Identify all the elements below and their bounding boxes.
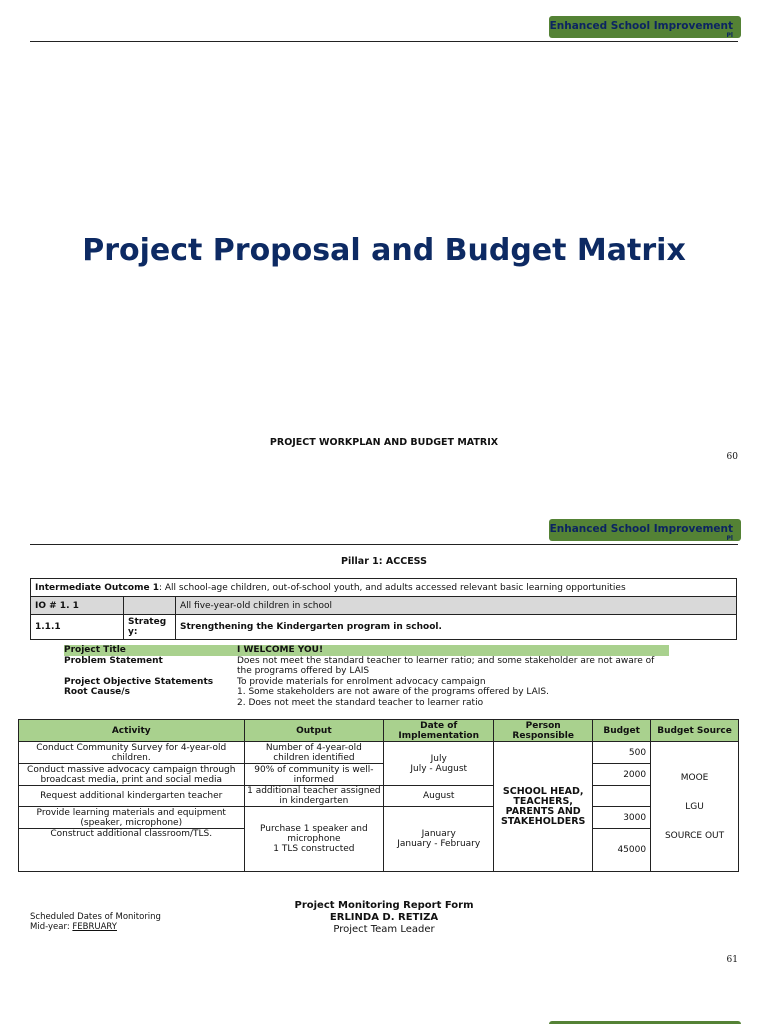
header-badge: Enhanced School Improvement Pl — [549, 16, 741, 38]
io-empty — [124, 597, 176, 615]
header-badge: Enhanced School Improvement Pl — [549, 519, 741, 541]
root-cause-row: 2. Does not meet the standard teacher to learner ratio — [237, 697, 484, 708]
strategy-text: Strengthening the Kindergarten program in school. — [176, 615, 737, 640]
strategy-label: Strateg y: — [124, 615, 176, 640]
table-row: Request additional kindergarten teacher 1 additional teacher assigned in kindergarten August — [19, 786, 739, 807]
problem-row: Problem Statement Does not meet the standard teacher to learner ratio; and some stakeholder are not aware of the programs offered by LAIS — [64, 655, 655, 676]
project-details — [64, 645, 669, 708]
col-budget: Budget — [593, 720, 651, 742]
page-number: 61 — [726, 955, 738, 965]
table-row: Conduct Community Survey for 4-year-old children. Number of 4-year-old children identified July July - August SCHOOL HEAD, TEACHERS, PARENTS AND STAKEHOLDERS 500 MOOE LGU SOURCE OUT — [19, 742, 739, 764]
monitoring-schedule: Scheduled Dates of Monitoring Mid-year: FEBRUARY — [30, 912, 161, 932]
budget-sources: MOOE LGU SOURCE OUT — [651, 742, 739, 872]
table-row: Provide learning materials and equipment (speaker, microphone) Purchase 1 speaker and microphone 1 TLS constructed January January - February 3000 — [19, 807, 739, 829]
objective-row: Project Objective Statements To provide materials for enrolment advocacy campaign — [64, 676, 486, 687]
table-row — [31, 615, 737, 640]
col-activity: Activity — [19, 720, 245, 742]
header-rule — [30, 41, 738, 42]
intermediate-outcome-table — [30, 578, 737, 640]
page-title: Project Proposal and Budget Matrix — [82, 233, 686, 268]
outcome-cell: Intermediate Outcome 1: All school-age children, out-of-school youth, and adults accessed relevant basic learning opportunities — [31, 579, 737, 597]
table-row — [31, 597, 737, 615]
table-row — [31, 579, 737, 597]
table-row: Construct additional classroom/TLS. 45000 — [19, 829, 739, 872]
project-title-value: I WELCOME YOU! — [237, 645, 324, 655]
team-leader-name: ERLINDA D. RETIZA — [329, 912, 439, 923]
table-row: Conduct massive advocacy campaign through broadcast media, print and social media 90% of community is well-informed 2000 — [19, 764, 739, 786]
header-rule — [30, 544, 738, 545]
page-number: 60 — [726, 452, 738, 462]
monitoring-form-title: Project Monitoring Report Form — [294, 900, 474, 911]
person-responsible: SCHOOL HEAD, TEACHERS, PARENTS AND STAKEHOLDERS — [494, 742, 593, 872]
root-cause-row: Root Cause/s 1. Some stakeholders are not aware of the programs offered by LAIS. — [64, 687, 550, 697]
table-header-row — [19, 720, 739, 742]
io-description: All five-year-old children in school — [176, 597, 737, 615]
team-leader-role: Project Team Leader — [333, 924, 435, 935]
col-source: Budget Source — [651, 720, 739, 742]
activity-table — [18, 719, 739, 872]
workplan-subtitle: PROJECT WORKPLAN AND BUDGET MATRIX — [269, 437, 499, 448]
strategy-number: 1.1.1 — [31, 615, 124, 640]
col-output: Output — [244, 720, 384, 742]
project-title-row: Project Title I WELCOME YOU! — [64, 645, 669, 656]
io-number: IO # 1. 1 — [31, 597, 124, 615]
pillar-title: Pillar 1: ACCESS — [341, 556, 427, 567]
col-person: Person Responsible — [494, 720, 593, 742]
col-date: Date of Implementation — [384, 720, 494, 742]
